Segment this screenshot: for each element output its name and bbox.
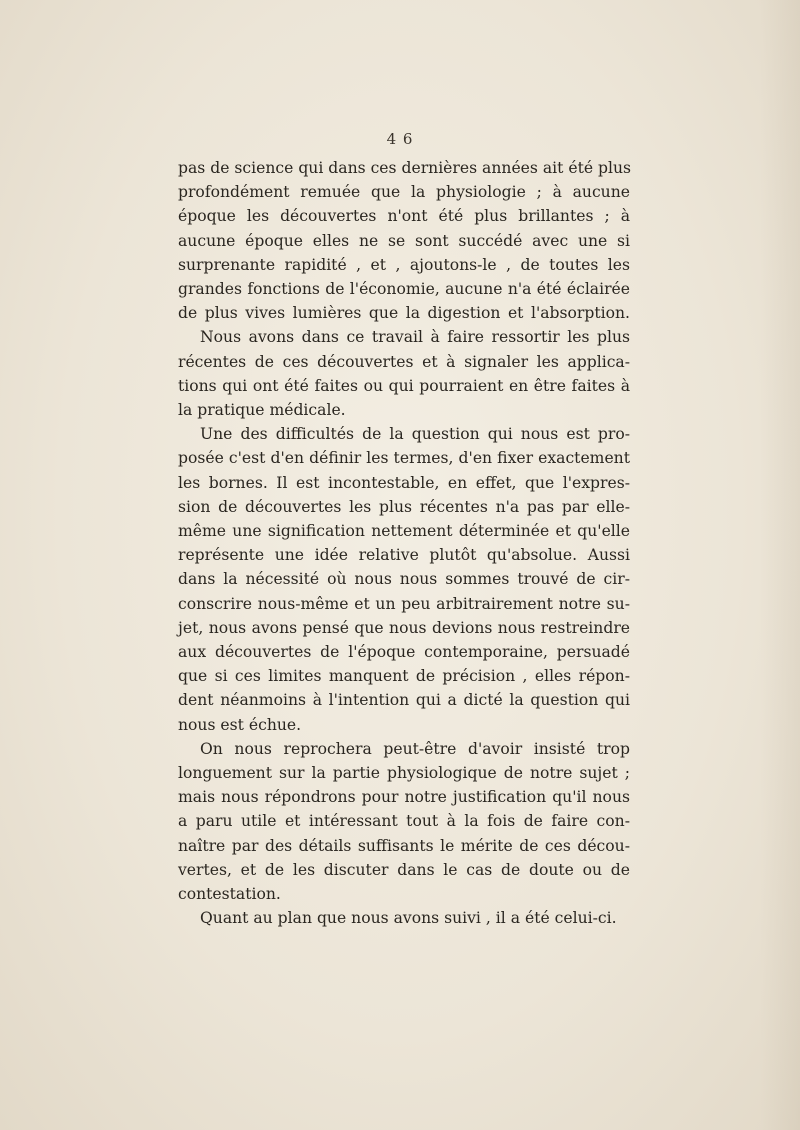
text-line: longuement sur la partie physiologique de notre sujet ; (178, 764, 630, 783)
paragraph-5 (178, 906, 630, 930)
text-line: dent néanmoins à l'intention qui a dicté la question qui (178, 691, 630, 710)
text-line: époque les découvertes n'ont été plus brillantes ; à (178, 207, 630, 226)
text-line: récentes de ces découvertes et à signaler les applica- (178, 352, 630, 371)
text-line: surprenante rapidité , et , ajoutons-le , de toutes les (178, 255, 630, 274)
text-line: vertes, et de les discuter dans le cas de doute ou de (178, 860, 630, 879)
text-line: nous est échue. (178, 715, 302, 734)
text-line: de plus vives lumières que la digestion et l'absorption. (178, 304, 630, 323)
text-line: même une signification nettement déterminée et qu'elle (178, 522, 630, 541)
text-line: dans la nécessité où nous nous sommes trouvé de cir- (178, 570, 630, 589)
text-line: conscrire nous-même et un peu arbitrairement notre su- (178, 594, 630, 613)
text-line: posée c'est d'en définir les termes, d'en fixer exactement (178, 449, 630, 468)
text-line: les bornes. Il est incontestable, en effet, que l'expres- (178, 473, 630, 492)
text-line: mais nous répondrons pour notre justification qu'il nous (178, 788, 630, 807)
text-line: Une des difficultés de la question qui nous est pro- (200, 425, 630, 444)
paragraph-1 (178, 156, 630, 325)
text-line: profondément remuée que la physiologie ; à aucune (178, 183, 630, 202)
text-line: jet, nous avons pensé que nous devions nous restreindre (178, 618, 630, 637)
text-line: la pratique médicale. (178, 401, 346, 420)
text-line: pas de science qui dans ces dernières années ait été plus (178, 159, 632, 177)
paragraph-3 (178, 422, 630, 737)
text-line: sion de découvertes les plus récentes n'a pas par elle- (178, 497, 630, 516)
paragraph-4 (178, 737, 630, 906)
text-line: On nous reprochera peut-être d'avoir insisté trop (200, 739, 630, 758)
page-number: 4 6 (386, 130, 414, 148)
text-line: grandes fonctions de l'économie, aucune n'a été éclairée (178, 280, 630, 299)
text-line: aux découvertes de l'époque contemporaine, persuadé (178, 643, 630, 662)
text-line: a paru utile et intéressant tout à la fois de faire con- (178, 812, 630, 831)
paragraph-2 (178, 325, 630, 422)
text-line: Nous avons dans ce travail à faire ressortir les plus (200, 328, 630, 347)
text-line: tions qui ont été faites ou qui pourraient en être faites à (178, 376, 630, 395)
text-line: que si ces limites manquent de précision , elles répon- (178, 667, 630, 686)
page-edge-shade (760, 0, 800, 1130)
body-text (178, 156, 630, 931)
text-line: aucune époque elles ne se sont succédé avec une si (178, 231, 630, 250)
text-line: Quant au plan que nous avons suivi , il a été celui-ci. (200, 909, 617, 928)
text-line: représente une idée relative plutôt qu'absolue. Aussi (178, 546, 630, 565)
text-line: contestation. (178, 885, 281, 904)
text-line: naître par des détails suffisants le mérite de ces décou- (178, 836, 630, 855)
